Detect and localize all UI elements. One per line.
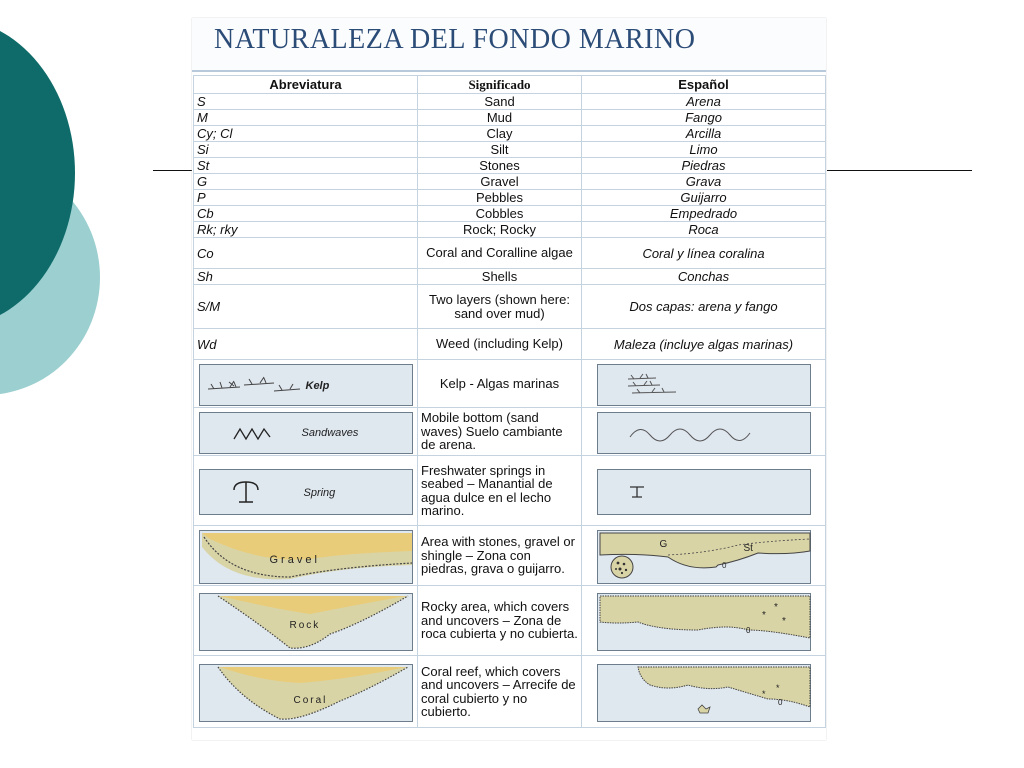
spanish-cell: Guijarro	[582, 190, 826, 206]
symbol-cell	[194, 456, 418, 526]
header-abbreviation: Abreviatura	[194, 76, 418, 94]
meaning-cell: Shells	[418, 269, 582, 285]
svg-text:0: 0	[721, 560, 726, 570]
seabed-table	[193, 75, 826, 728]
page-title: NATURALEZA DEL FONDO MARINO	[192, 18, 826, 72]
symbol-cell-chart	[582, 408, 826, 456]
coral-chart-symbol	[597, 664, 811, 722]
table-row	[194, 158, 826, 174]
svg-text:*: *	[761, 688, 766, 699]
spanish-cell: Piedras	[582, 158, 826, 174]
symbol-description: Rocky area, which covers and uncovers – Zona de roca cubierta y no cubierta.	[418, 586, 582, 656]
spanish-cell: Dos capas: arena y fango	[582, 285, 826, 329]
abbr-cell: Cb	[194, 206, 418, 222]
spanish-cell: Limo	[582, 142, 826, 158]
symbol-row-kelp	[194, 360, 826, 408]
symbol-cell-chart	[582, 526, 826, 586]
symbol-label: Gravel	[269, 553, 320, 566]
symbol-description: Freshwater springs in seabed – Manantial de agua dulce en el lecho marino.	[418, 456, 582, 526]
symbol-cell	[194, 360, 418, 408]
header-meaning: Significado	[418, 76, 582, 94]
meaning-cell: Mud	[418, 110, 582, 126]
symbol-cell-chart	[582, 360, 826, 408]
spanish-cell: Fango	[582, 110, 826, 126]
table-row	[194, 126, 826, 142]
symbol-label: Coral	[293, 694, 328, 706]
spanish-cell: Grava	[582, 174, 826, 190]
abbr-cell: G	[194, 174, 418, 190]
symbol-cell-chart	[582, 586, 826, 656]
abbr-cell: Co	[194, 238, 418, 269]
table-row	[194, 206, 826, 222]
abbr-cell: S	[194, 94, 418, 110]
table-row	[194, 269, 826, 285]
header-spanish: Español	[582, 76, 826, 94]
meaning-cell: Clay	[418, 126, 582, 142]
kelp-chart-symbol	[597, 364, 811, 406]
meaning-cell: Weed (including Kelp)	[418, 329, 582, 360]
divider-line-left	[153, 170, 193, 171]
table-row	[194, 110, 826, 126]
symbol-description: Area with stones, gravel or shingle – Zona con piedras, grava o guijarro.	[418, 526, 582, 586]
spanish-cell: Coral y línea coralina	[582, 238, 826, 269]
symbol-cell	[194, 586, 418, 656]
abbr-cell: Sh	[194, 269, 418, 285]
table-row	[194, 94, 826, 110]
rock-symbol	[199, 593, 413, 651]
meaning-cell: Coral and Coralline algae	[418, 238, 582, 269]
symbol-row-spring	[194, 456, 826, 526]
symbol-row-coral	[194, 656, 826, 728]
symbol-label: Spring	[303, 486, 336, 499]
symbol-label: Kelp	[305, 379, 330, 392]
svg-text:*: *	[781, 615, 786, 627]
spanish-cell: Arena	[582, 94, 826, 110]
meaning-cell: Silt	[418, 142, 582, 158]
symbol-label: Rock	[289, 619, 321, 631]
gravel-symbol	[199, 530, 413, 584]
symbol-row-rock	[194, 586, 826, 656]
meaning-cell: Two layers (shown here: sand over mud)	[418, 285, 582, 329]
spanish-cell: Empedrado	[582, 206, 826, 222]
coral-symbol	[199, 664, 413, 722]
symbol-cell-chart	[582, 456, 826, 526]
svg-text:*: *	[773, 601, 778, 613]
meaning-cell: Rock; Rocky	[418, 222, 582, 238]
abbr-cell: M	[194, 110, 418, 126]
table-row	[194, 329, 826, 360]
table-row	[194, 238, 826, 269]
symbol-cell	[194, 408, 418, 456]
spring-symbol	[199, 469, 413, 515]
spanish-cell: Roca	[582, 222, 826, 238]
seabed-nature-table-image	[192, 18, 826, 740]
svg-text:*: *	[761, 609, 766, 621]
meaning-cell: Gravel	[418, 174, 582, 190]
gravel-chart-label-g: G	[659, 538, 668, 550]
symbol-description: Kelp - Algas marinas	[418, 360, 582, 408]
abbr-cell: Si	[194, 142, 418, 158]
table-row	[194, 222, 826, 238]
symbol-cell	[194, 526, 418, 586]
symbol-cell-chart	[582, 656, 826, 728]
meaning-cell: Cobbles	[418, 206, 582, 222]
symbol-description: Mobile bottom (sand waves) Suelo cambiante de arena.	[418, 408, 582, 456]
spanish-cell: Arcilla	[582, 126, 826, 142]
abbr-cell: P	[194, 190, 418, 206]
spanish-cell: Maleza (incluye algas marinas)	[582, 329, 826, 360]
symbol-cell	[194, 656, 418, 728]
symbol-description: Coral reef, which covers and uncovers – Arrecife de coral cubierto y no cubierto.	[418, 656, 582, 728]
table-row	[194, 285, 826, 329]
symbol-row-gravel	[194, 526, 826, 586]
svg-text:*: *	[775, 682, 780, 693]
meaning-cell: Stones	[418, 158, 582, 174]
sandwaves-symbol	[199, 412, 413, 454]
spanish-cell: Conchas	[582, 269, 826, 285]
spring-chart-symbol	[597, 469, 811, 515]
abbr-cell: S/M	[194, 285, 418, 329]
svg-text:0: 0	[745, 625, 750, 635]
gravel-chart-label-st: St	[743, 542, 753, 554]
table-row	[194, 174, 826, 190]
symbol-row-sandwaves	[194, 408, 826, 456]
table-header-row	[194, 76, 826, 94]
divider-line-right	[827, 170, 972, 171]
abbr-cell: Wd	[194, 329, 418, 360]
abbr-cell: Rk; rky	[194, 222, 418, 238]
rock-chart-symbol	[597, 593, 811, 651]
meaning-cell: Sand	[418, 94, 582, 110]
svg-text:0: 0	[777, 697, 782, 707]
table-row	[194, 190, 826, 206]
meaning-cell: Pebbles	[418, 190, 582, 206]
abbr-cell: St	[194, 158, 418, 174]
kelp-symbol	[199, 364, 413, 406]
symbol-label: Sandwaves	[301, 426, 359, 439]
sandwaves-chart-symbol	[597, 412, 811, 454]
gravel-chart-symbol	[597, 530, 811, 584]
abbr-cell: Cy; Cl	[194, 126, 418, 142]
table-row	[194, 142, 826, 158]
